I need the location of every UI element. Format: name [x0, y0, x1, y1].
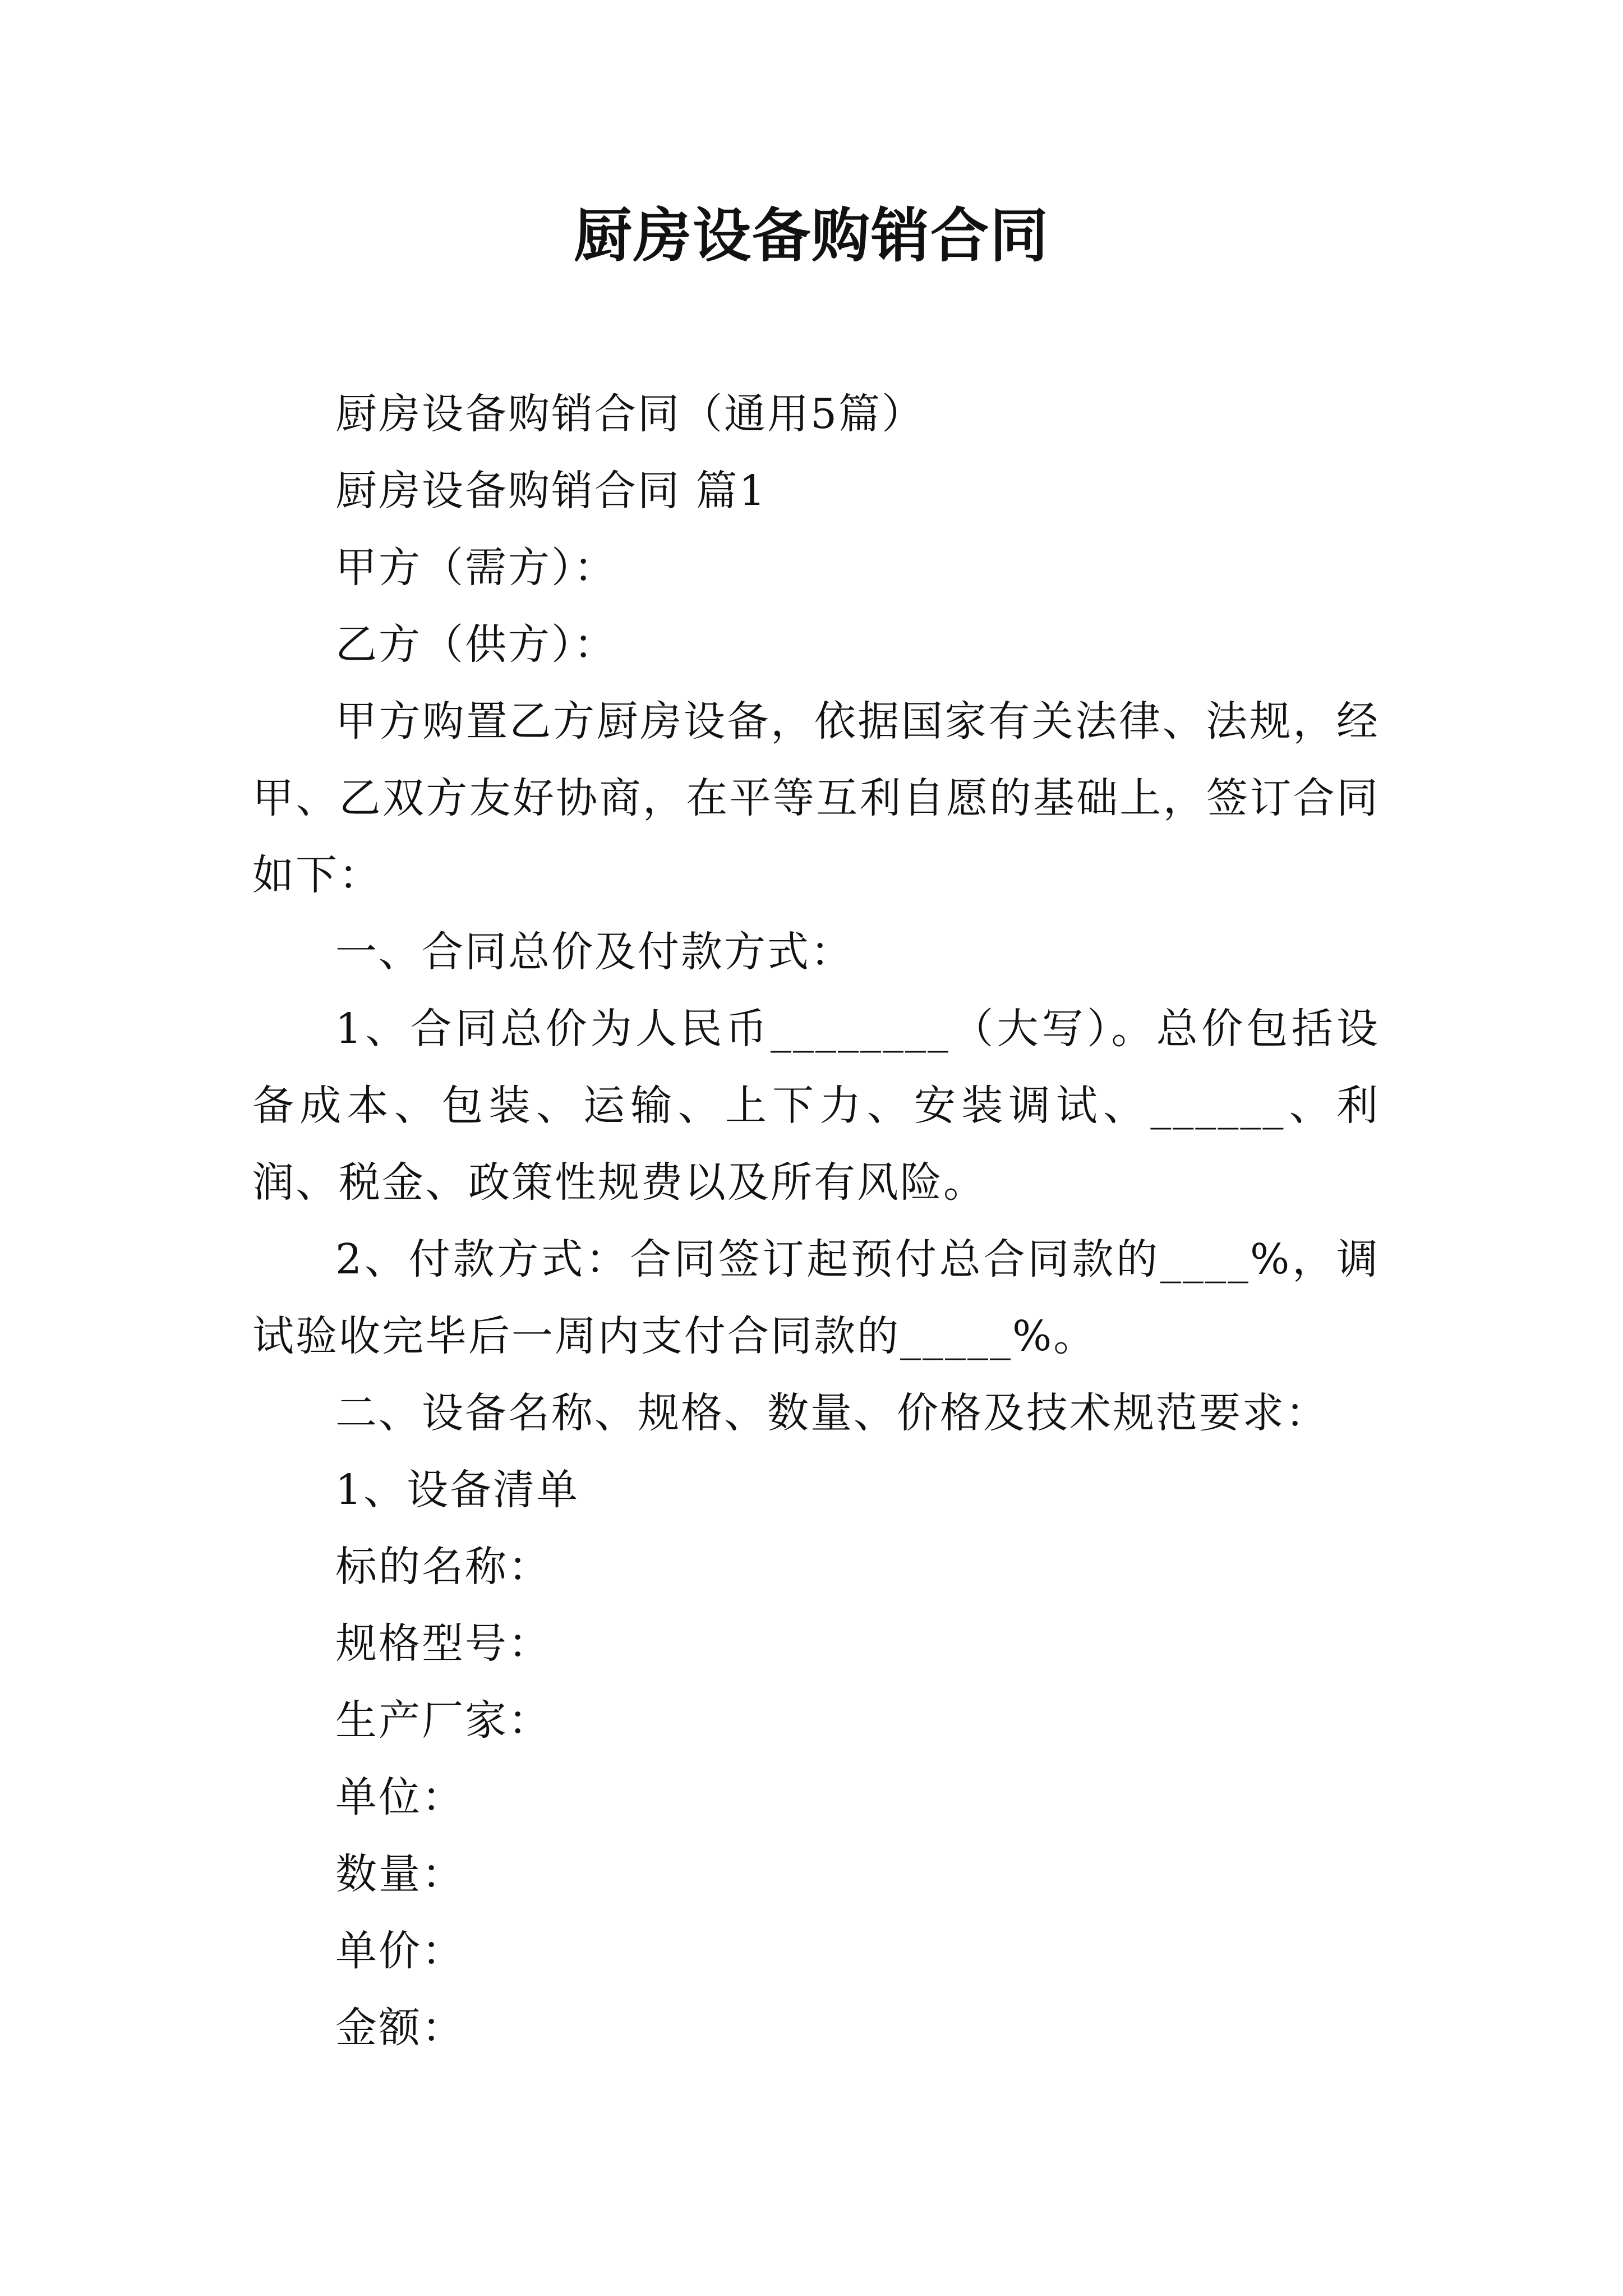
paragraph-preamble: 甲方购置乙方厨房设备，依据国家有关法律、法规，经甲、乙双方友好协商，在平等互利自愿的基础上，签订合同如下：: [252, 697, 1380, 899]
field-unit-price: 单价：: [335, 1927, 465, 1975]
document-body: [252, 376, 1380, 2067]
field-amount: 金额：: [335, 2004, 465, 2052]
paragraph-payment-method: 2、付款方式：合同签订起预付总合同款的____%，调试验收完毕后一周内支付合同款的_____%。: [252, 1235, 1380, 1360]
paragraph-clause-1-heading: 一、合同总价及付款方式：: [335, 928, 854, 976]
paragraph-party-b: 乙方（供方）：: [335, 620, 617, 669]
paragraph-section-heading: 厨房设备购销合同 篇1: [335, 467, 767, 515]
paragraph-equipment-list: 1、设备清单: [335, 1466, 580, 1514]
paragraph-party-a: 甲方（需方）：: [335, 544, 617, 592]
document-title: 厨房设备购销合同: [573, 201, 1049, 270]
field-unit: 单位：: [335, 1773, 465, 1821]
field-model: 规格型号：: [335, 1619, 551, 1668]
paragraph-total-price: 1、合同总价为人民币________（大写）。总价包括设备成本、包装、运输、上下力、安装调试、______、利润、税金、政策性规费以及所有风险。: [252, 1005, 1380, 1207]
field-item-name: 标的名称：: [335, 1543, 551, 1591]
field-quantity: 数量：: [335, 1850, 465, 1898]
paragraph-clause-2-heading: 二、设备名称、规格、数量、价格及技术规范要求：: [335, 1389, 1329, 1437]
paragraph-subtitle: 厨房设备购销合同（通用5篇）: [335, 390, 925, 438]
field-manufacturer: 生产厂家：: [335, 1696, 551, 1745]
